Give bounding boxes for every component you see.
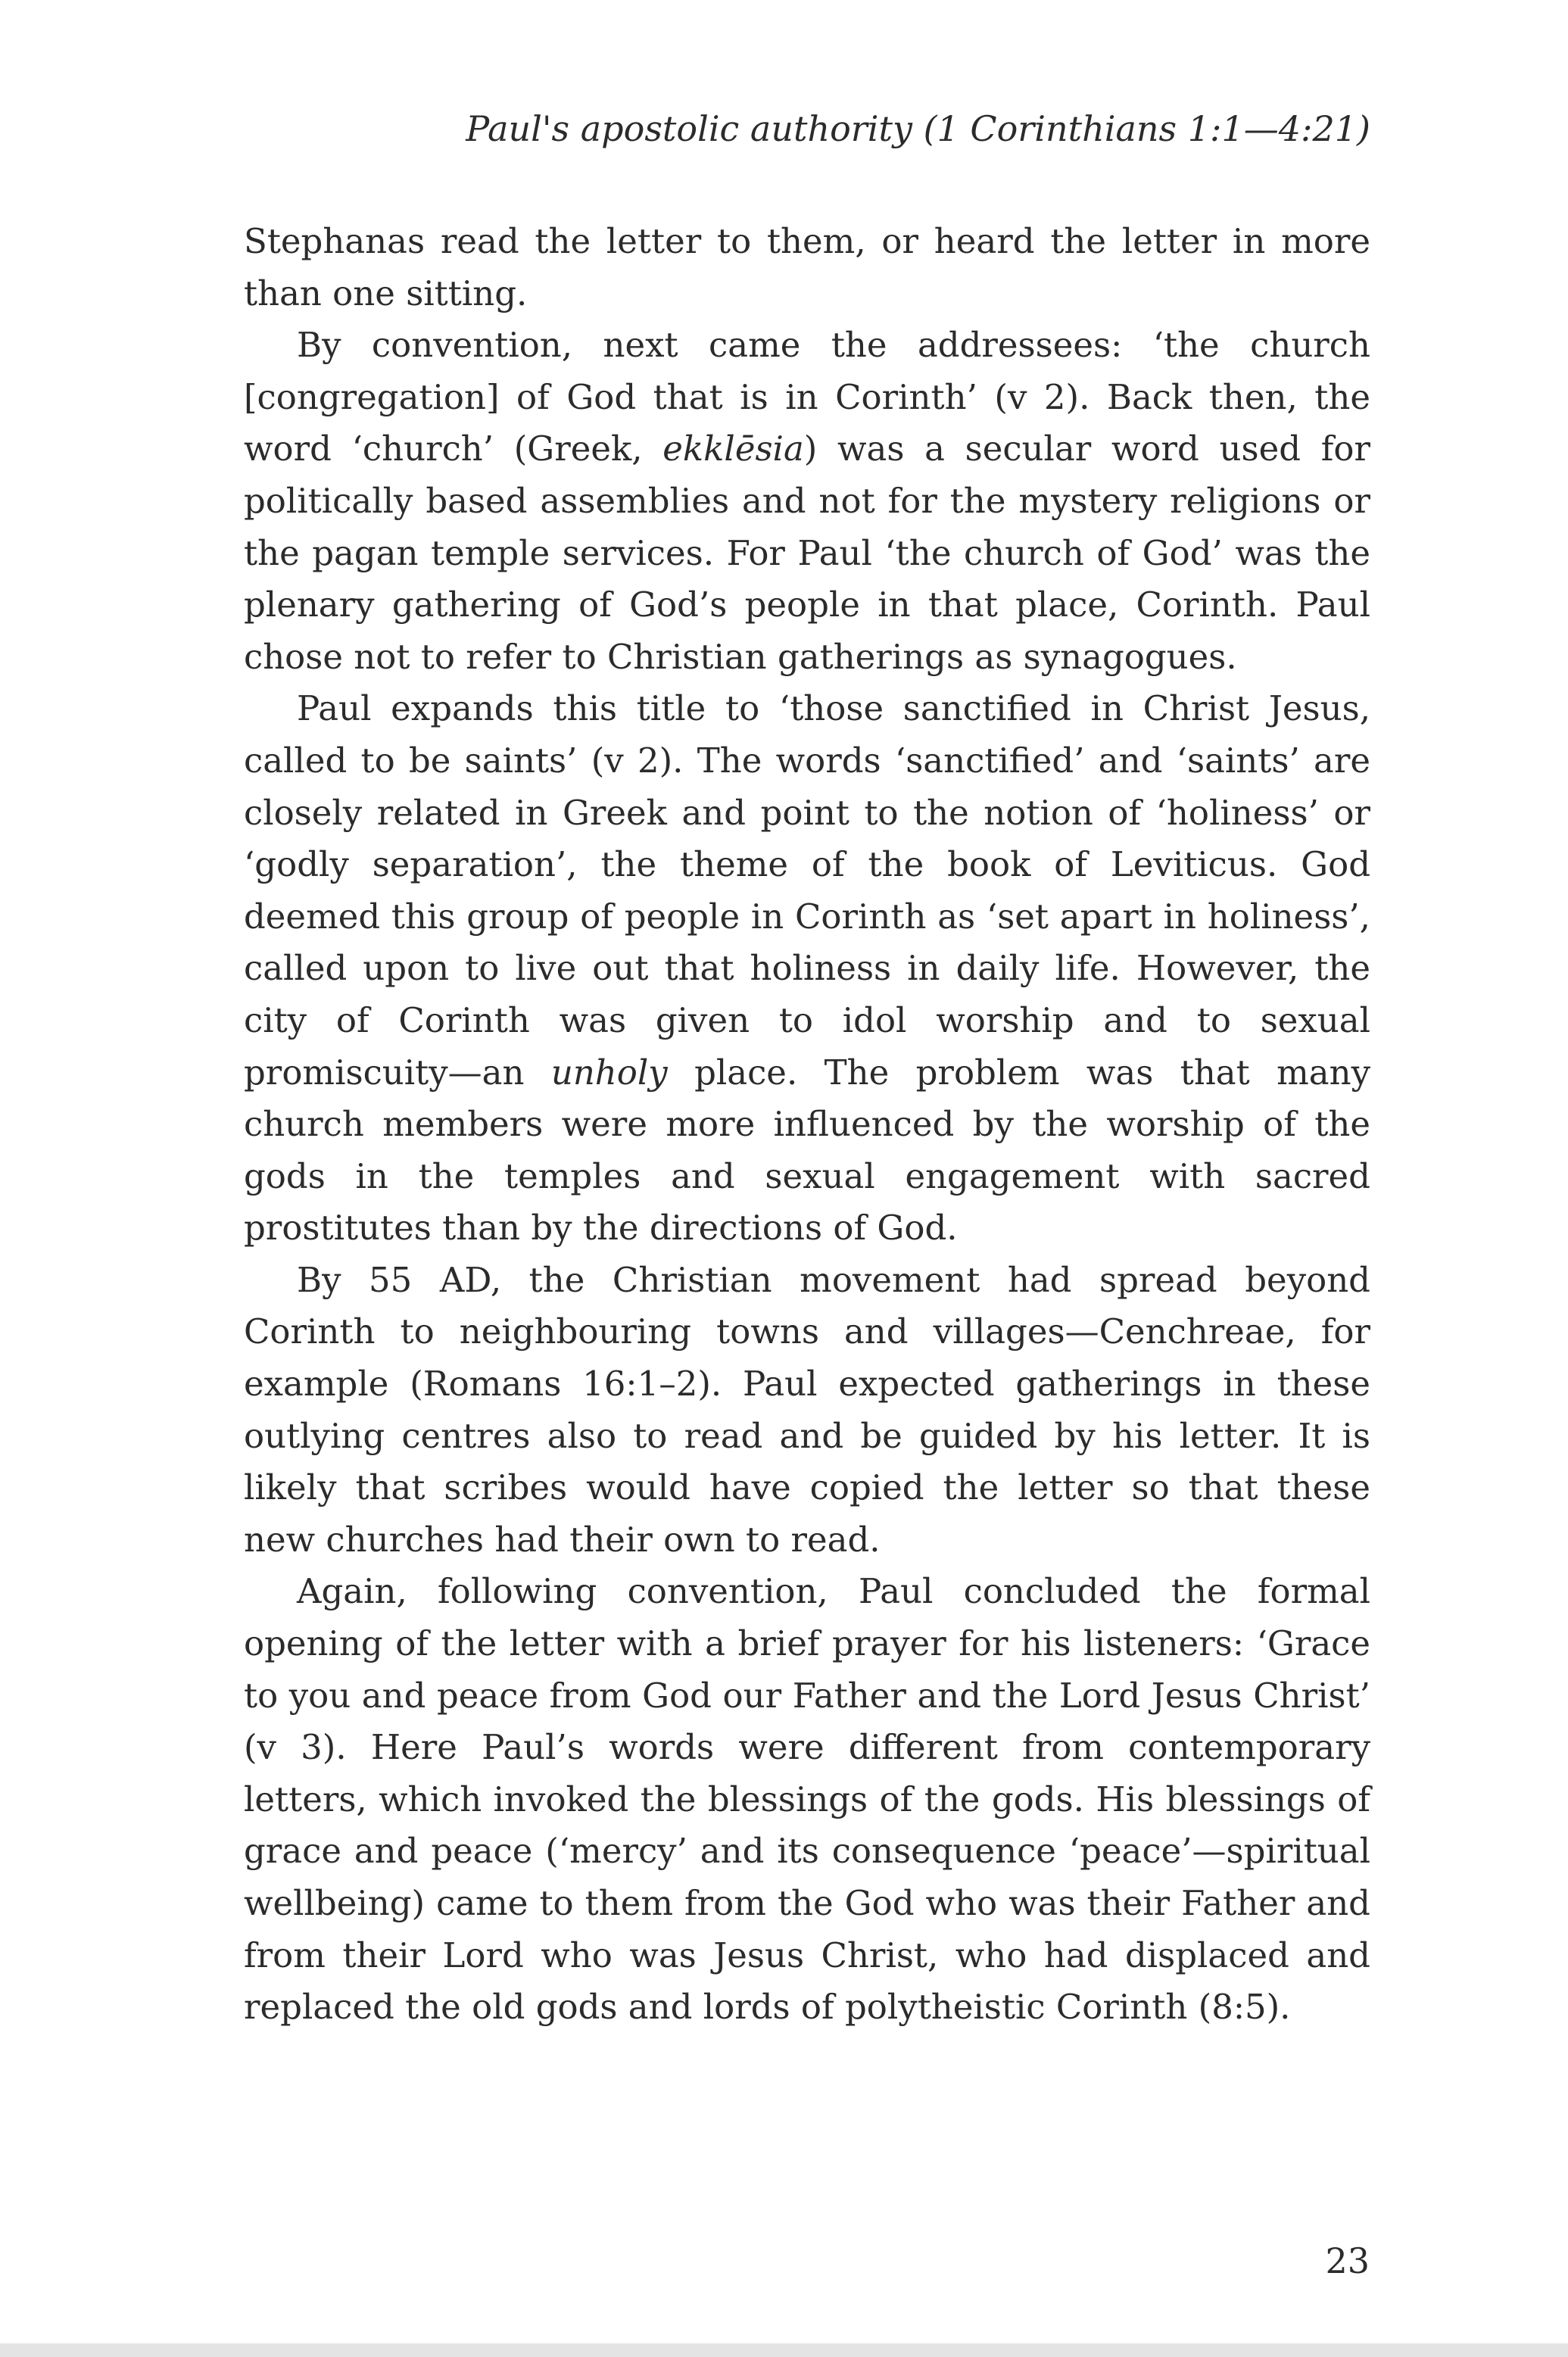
running-head: Paul's apostolic authority (1 Corinthians 1:1—4:21) (466, 108, 1370, 149)
paragraph-3-text-b: place. The problem was that many church members were more influenced by the worship of the gods in the temples and sexual engagement with sacred prostitutes than by the directions of God. (244, 1052, 1370, 1249)
paragraph-2-text-b: ) was a secular word used for politically based assemblies and not for the mystery religions or the pagan temple services. For Paul ‘the church of God’ was the plenary gathering of God’s people in that place, Corinth. Paul chose not to refer to Christian gatherings as synagogues. (244, 429, 1370, 677)
paragraph-3-text-a: Paul expands this title to ‘those sanctified in Christ Jesus, called to be saints’ (v 2). The words ‘sanctified’ and ‘saints’ are closely related in Greek and point to the notion of ‘holiness’ or ‘godly separation’, the theme of the book of Leviticus. God deemed this group of people in Corinth as ‘set apart in holiness’, called upon to live out that holiness in daily life. However, the city of Corinth was given to idol worship and to sexual promiscuity—an (244, 688, 1370, 1093)
emphasis-unholy: unholy (550, 1052, 668, 1093)
page-bottom-edge (0, 2343, 1568, 2357)
greek-term: ekklēsia (662, 429, 804, 469)
paragraph-5: Again, following convention, Paul concluded the formal opening of the letter with a brief prayer for his listeners: ‘Grace to you and peace from God our Father and the Lord Jesus Christ’ (v 3). Here Paul’s words were different from contemporary letters, which invoked the blessings of the gods. His blessings of grace and peace (‘mercy’ and its consequence ‘peace’—spiritual wellbeing) came to them from the God who was their Father and from their Lord who was Jesus Christ, who had displaced and replaced the old gods and lords of polytheistic Corinth (8:5). (244, 1571, 1370, 2028)
body-text (244, 216, 1370, 2034)
paragraph-2 (244, 320, 1370, 683)
paragraph-3 (244, 683, 1370, 1255)
paragraph-2-text-a: By convention, next came the addressees: ‘the church [congregation] of God that is in Corinth’ (v 2). Back then, the word ‘church’ (Greek, (244, 325, 1370, 469)
page-number: 23 (1325, 2240, 1370, 2281)
paragraph-4: By 55 AD, the Christian movement had spread beyond Corinth to neighbouring towns and villages—Cenchreae, for example (Romans 16:1–2). Paul expected gatherings in these outlying centres also to read and be guided by his letter. It is likely that scribes would have copied the letter so that these new churches had their own to read. (244, 1259, 1370, 1560)
paragraph-1: Stephanas read the letter to them, or heard the letter in more than one sitting. (244, 221, 1370, 313)
